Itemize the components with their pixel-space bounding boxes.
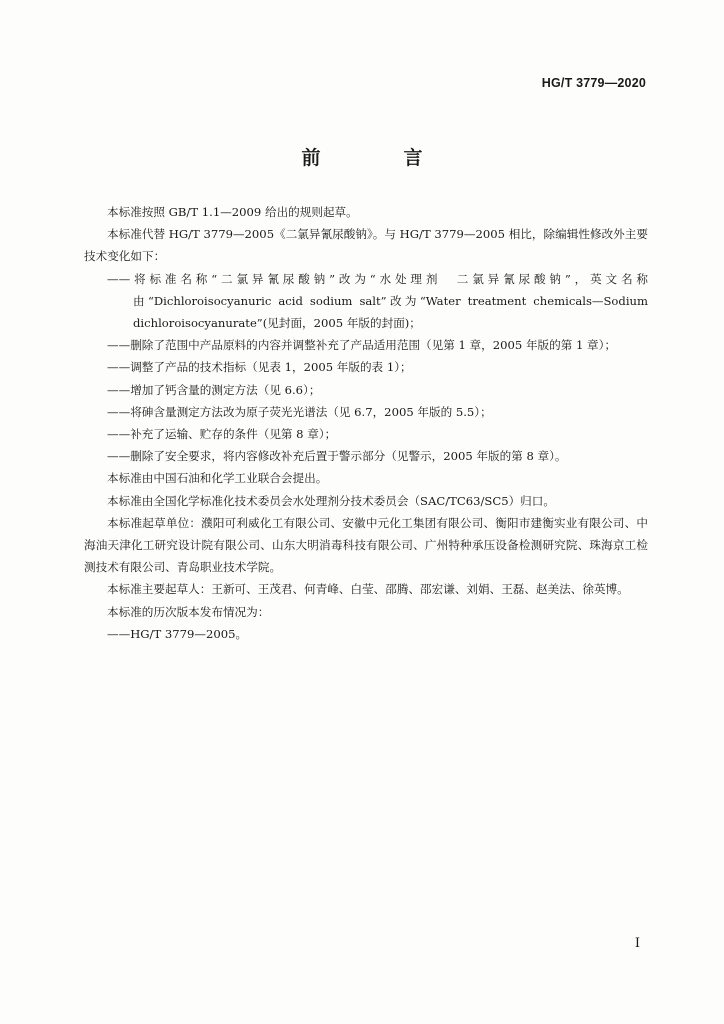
change-item: ——删除了范围中产品原料的内容并调整补充了产品适用范围（见第 1 章，2005 年版的第 1 章）； — [107, 338, 617, 353]
paragraph-drafting-rules: 本标准按照 GB/T 1.1—2009 给出的规则起草。 — [107, 205, 358, 219]
change-item: ——将砷含量测定方法改为原子荧光光谱法（见 6.7，2005 年版的 5.5）； — [107, 404, 492, 419]
paragraph-history-intro: 本标准的历次版本发布情况为： — [107, 604, 270, 619]
page-title: 前 言 — [301, 147, 455, 169]
paragraph-proposer: 本标准由中国石油和化学工业联合会提出。 — [107, 471, 328, 486]
change-item: ——调整了产品的技术指标（见表 1，2005 年版的表 1）； — [107, 360, 412, 375]
history-item: ——HG/T 3779—2005。 — [107, 626, 248, 641]
paragraph-drafting-units: 本标准起草单位：濮阳可利威化工有限公司、安徽中元化工集团有限公司、衡阳市建衡实业有限公司、中海油天津化工研究设计院有限公司、山东大明消毒科技有限公司、广州特种承压设备检测研究院、珠海京工检测技术有限公司、青岛职业技术学院。 — [84, 515, 648, 575]
change-item: ——将标准名称“二氯异氰尿酸钠”改为“水处理剂 二氯异氰尿酸钠”，英文名称由“Dichloroisocyanuric acid sodium salt”改为“Water treatment chemicals—Sodium dichloroisocyanurate”(见封面，2005 年版的封面)； — [107, 271, 648, 331]
change-item: ——增加了钙含量的测定方法（见 6.6）； — [107, 382, 321, 397]
change-item: ——删除了安全要求，将内容修改补充后置于警示部分（见警示，2005 年版的第 8 章）。 — [107, 449, 567, 464]
paragraph-replacement-note: 本标准代替 HG/T 3779—2005《二氯异氰尿酸钠》。与 HG/T 3779—2005 相比，除编辑性修改外主要技术变化如下： — [84, 227, 648, 264]
foreword-body — [84, 201, 648, 645]
paragraph-committee: 本标准由全国化学标准化技术委员会水处理剂分技术委员会（SAC/TC63/SC5）归口。 — [107, 493, 555, 508]
change-item: ——补充了运输、贮存的条件（见第 8 章）； — [107, 427, 337, 442]
document-code: HG/T 3779—2020 — [541, 76, 646, 90]
page-number: I — [634, 936, 640, 951]
paragraph-drafters: 本标准主要起草人：王新可、王茂君、何青峰、白莹、邵腾、邵宏谦、刘娟、王磊、赵美法、徐英博。 — [107, 582, 629, 597]
